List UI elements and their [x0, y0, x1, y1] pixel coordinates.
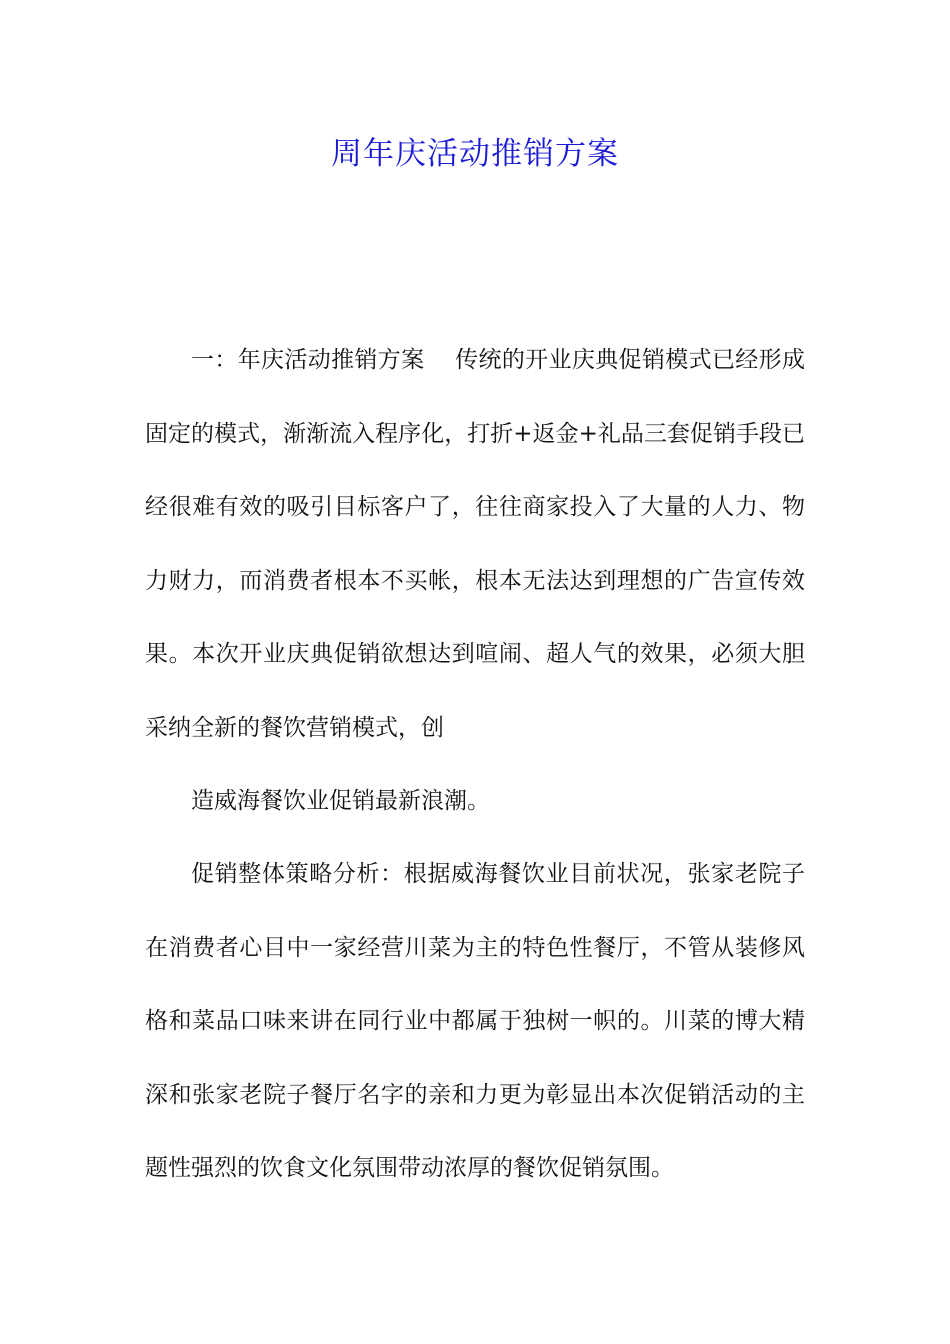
- paragraph-1: [145, 324, 805, 765]
- paragraph-1-text: 传统的开业庆典促销模式已经形成固定的模式，渐渐流入程序化，打折+返金+礼品三套促销手段已经很难有效的吸引目标客户了，往往商家投入了大量的人力、物力财力，而消费者根本不买帐，根本无法达到理想的广告宣传效果。本次开业庆典促销欲想达到喧闹、超人气的效果，必须大胆采纳全新的餐饮营销模式，创: [145, 347, 806, 741]
- document-title: 周年庆活动推销方案: [331, 136, 619, 172]
- paragraph-1-heading: 一：年庆活动推销方案: [191, 347, 425, 373]
- paragraph-2: [145, 765, 805, 839]
- paragraph-3: [145, 838, 805, 1206]
- paragraph-2-text: 造威海餐饮业促销最新浪潮。: [191, 788, 490, 814]
- paragraph-3-text: 促销整体策略分析：根据威海餐饮业目前状况，张家老院子在消费者心目中一家经营川菜为主的特色性餐厅，不管从装修风格和菜品口味来讲在同行业中都属于独树一帜的。川菜的博大精深和张家老院子餐厅名字的亲和力更为彰显出本次促销活动的主题性强烈的饮食文化氛围带动浓厚的餐饮促销氛围。: [145, 861, 805, 1181]
